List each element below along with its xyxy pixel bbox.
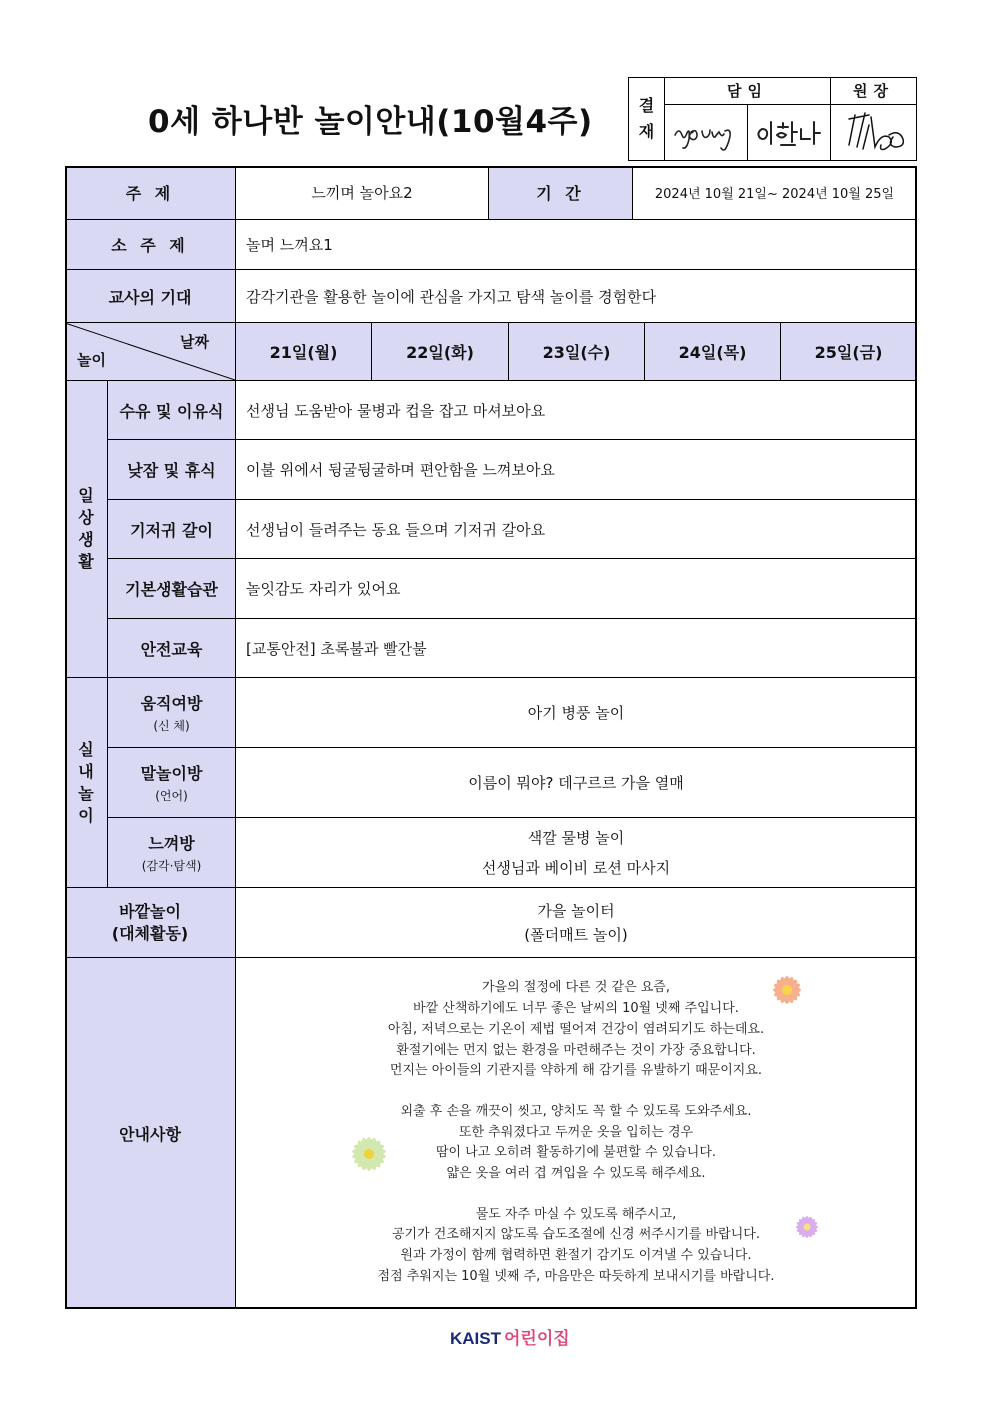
daily-label-diaper: 기저귀 갈이 (130, 520, 213, 540)
daily-row-value (236, 440, 917, 500)
signature-director-image (831, 105, 916, 160)
period-value: 2024년 10월 21일~ 2024년 10월 25일 (654, 187, 895, 202)
group-char: 내 (78, 761, 94, 781)
indoor-label-sensory: 느껴방 (148, 834, 195, 853)
theme-label-cell (65, 166, 236, 220)
outdoor-line-1: 가을 놀이터 (537, 901, 615, 920)
day-label: 25일(금) (814, 343, 883, 362)
diag-play-label: 놀이 (77, 351, 106, 369)
notice-line: 원과 가정이 함께 협력하면 환절기 감기도 이겨낼 수 있습니다. (400, 1248, 752, 1264)
day-label: 23일(수) (542, 343, 611, 362)
day-label: 24일(목) (678, 343, 747, 362)
period-value-cell (633, 166, 917, 220)
indoor-value-sensory-1: 색깔 물병 놀이 (527, 828, 625, 847)
subtheme-value: 놀며 느껴요1 (246, 236, 333, 254)
notice-line: 바깥 산책하기에도 너무 좋은 날씨의 10월 넷째 주입니다. (413, 1001, 739, 1017)
diag-date-label: 날짜 (180, 333, 209, 351)
day-header-tue (372, 323, 509, 381)
indoor-row-value (236, 818, 917, 888)
logo-daycare-text: 어린이집 (504, 1329, 570, 1349)
notice-line: 공기가 건조해지지 않도록 습도조절에 신경 써주시기를 바랍니다. (392, 1227, 760, 1243)
group-char: 일 (78, 486, 94, 505)
notice-line: 가을의 절정에 다른 것 같은 요즘, (481, 980, 671, 996)
daily-row-value (236, 381, 917, 440)
outdoor-line-2: (폴더매트 놀이) (524, 925, 628, 944)
approval-label-bottom: 재 (638, 122, 655, 141)
logo-kaist-text: KAIST (450, 1329, 501, 1348)
expect-label: 교사의 기대 (108, 287, 192, 307)
daily-value-safety: [교통안전] 초록불과 빨간불 (246, 639, 427, 658)
indoor-value-language: 이름이 뭐야? 데구르르 가을 열매 (468, 774, 684, 792)
daily-row-label (108, 559, 236, 619)
notice-line: 점점 추워지는 10월 넷째 주, 마음만은 따듯하게 보내시기를 바랍니다. (377, 1268, 775, 1284)
outdoor-value-cell (236, 888, 917, 958)
daily-life-group-label (65, 381, 108, 678)
subtheme-label-cell (65, 220, 236, 270)
notice-line: 외출 후 손을 깨끗이 씻고, 양치도 꼭 할 수 있도록 도와주세요. (400, 1103, 752, 1119)
daily-row-label (108, 500, 236, 559)
daily-value-feeding: 선생님 도움받아 물병과 컵을 잡고 마셔보아요 (246, 401, 546, 420)
flower-purple-icon (791, 1211, 823, 1243)
group-char: 활 (78, 552, 94, 571)
signature-young-image (665, 105, 748, 160)
notice-label: 안내사항 (119, 1124, 181, 1144)
notice-line: 물도 자주 마실 수 있도록 해주시고, (475, 1206, 677, 1222)
indoor-label-language: 말놀이방 (140, 764, 203, 783)
director-header: 원장 (831, 78, 916, 105)
daily-row-value (236, 619, 917, 678)
page-title: 0세 하나반 놀이안내(10월4주) (148, 104, 593, 140)
period-label: 기 간 (536, 184, 585, 203)
theme-value-cell (236, 166, 489, 220)
date-diagonal-cell (65, 323, 236, 381)
group-char: 놀 (78, 783, 94, 803)
outdoor-label-1: 바깥놀이 (119, 901, 181, 921)
notice-paragraph-1 (388, 978, 764, 1082)
day-label: 22일(화) (406, 343, 474, 362)
subtheme-label: 소 주 제 (111, 236, 189, 255)
daily-value-nap: 이불 위에서 뒹굴뒹굴하며 편안함을 느껴보아요 (246, 461, 555, 479)
weekly-plan-table (65, 166, 917, 1309)
expect-label-cell (65, 270, 236, 323)
day-header-wed (509, 323, 645, 381)
indoor-sub-language: (언어) (155, 789, 188, 803)
teacher-header: 담임 (665, 78, 831, 105)
notice-body-cell (236, 958, 917, 1309)
notice-label-cell (65, 958, 236, 1309)
notice-line: 먼지는 아이들의 기관지를 약하게 해 감기를 유발하기 때문이지요. (389, 1063, 763, 1079)
notice-line: 땀이 나고 오히려 활동하기에 불편할 수 있습니다. (435, 1145, 717, 1161)
teacher-signature-1 (665, 105, 748, 160)
daily-row-value (236, 500, 917, 559)
flower-orange-icon (765, 968, 809, 1012)
indoor-sub-movement: (신 체) (153, 719, 190, 733)
theme-label: 주 제 (125, 184, 175, 203)
daily-row-label (108, 381, 236, 440)
indoor-row-value (236, 678, 917, 748)
expect-value: 감각기관을 활용한 놀이에 관심을 가지고 탐색 놀이를 경험한다 (246, 287, 657, 306)
approval-label-top: 결 (638, 96, 655, 115)
period-label-cell (489, 166, 633, 220)
indoor-row-label (108, 678, 236, 748)
theme-value: 느끼며 놀아요2 (311, 184, 413, 202)
daily-row-label (108, 440, 236, 500)
day-header-fri (781, 323, 917, 381)
daily-value-habit: 놀잇감도 자리가 있어요 (246, 580, 401, 598)
notice-paragraph-2 (401, 1102, 752, 1185)
daily-label-nap: 낮잠 및 휴식 (127, 461, 216, 480)
indoor-row-label (108, 818, 236, 888)
signature-leehanna-image (748, 105, 831, 160)
daily-label-safety: 안전교육 (140, 639, 203, 659)
indoor-play-group-label (65, 678, 108, 888)
day-header-thu (645, 323, 781, 381)
indoor-row-value (236, 748, 917, 818)
daily-label-habit: 기본생활습관 (125, 580, 218, 599)
indoor-value-movement: 아기 병풍 놀이 (527, 704, 625, 722)
daily-row-label (108, 619, 236, 678)
notice-paragraph-3 (378, 1205, 775, 1288)
expect-value-cell (236, 270, 917, 323)
notice-line: 얇은 옷을 여러 겹 껴입을 수 있도록 해주세요. (446, 1166, 706, 1182)
kaist-logo (450, 1324, 570, 1349)
approval-box (628, 77, 917, 161)
daily-label-feeding: 수유 및 이유식 (119, 401, 224, 421)
flower-green-icon (342, 1127, 396, 1181)
indoor-value-sensory-2: 선생님과 베이비 로션 마사지 (481, 858, 671, 877)
indoor-row-label (108, 748, 236, 818)
approval-label (629, 78, 665, 160)
group-char: 이 (78, 805, 94, 825)
group-char: 생 (78, 530, 94, 549)
subtheme-value-cell (236, 220, 917, 270)
teacher-signature-2 (748, 105, 831, 160)
indoor-sub-sensory: (감각·탐색) (141, 859, 202, 873)
group-char: 상 (78, 508, 94, 527)
indoor-label-movement: 움직여방 (140, 694, 203, 713)
day-header-mon (236, 323, 372, 381)
notice-line: 아침, 저녁으로는 기온이 제법 떨어져 건강이 염려되기도 하는데요. (387, 1021, 765, 1037)
daily-value-diaper: 선생님이 들려주는 동요 들으며 기저귀 갈아요 (246, 520, 546, 539)
director-signature (831, 105, 916, 160)
notice-line: 환절기에는 먼지 없는 환경을 마련해주는 것이 가장 중요합니다. (396, 1042, 756, 1058)
outdoor-label-cell (65, 888, 236, 958)
group-char: 실 (78, 739, 94, 759)
daily-row-value (236, 559, 917, 619)
notice-line: 또한 추워졌다고 두꺼운 옷을 입히는 경우 (458, 1124, 694, 1140)
outdoor-label-2: (대체활동) (111, 923, 189, 943)
day-label: 21일(월) (269, 343, 338, 362)
